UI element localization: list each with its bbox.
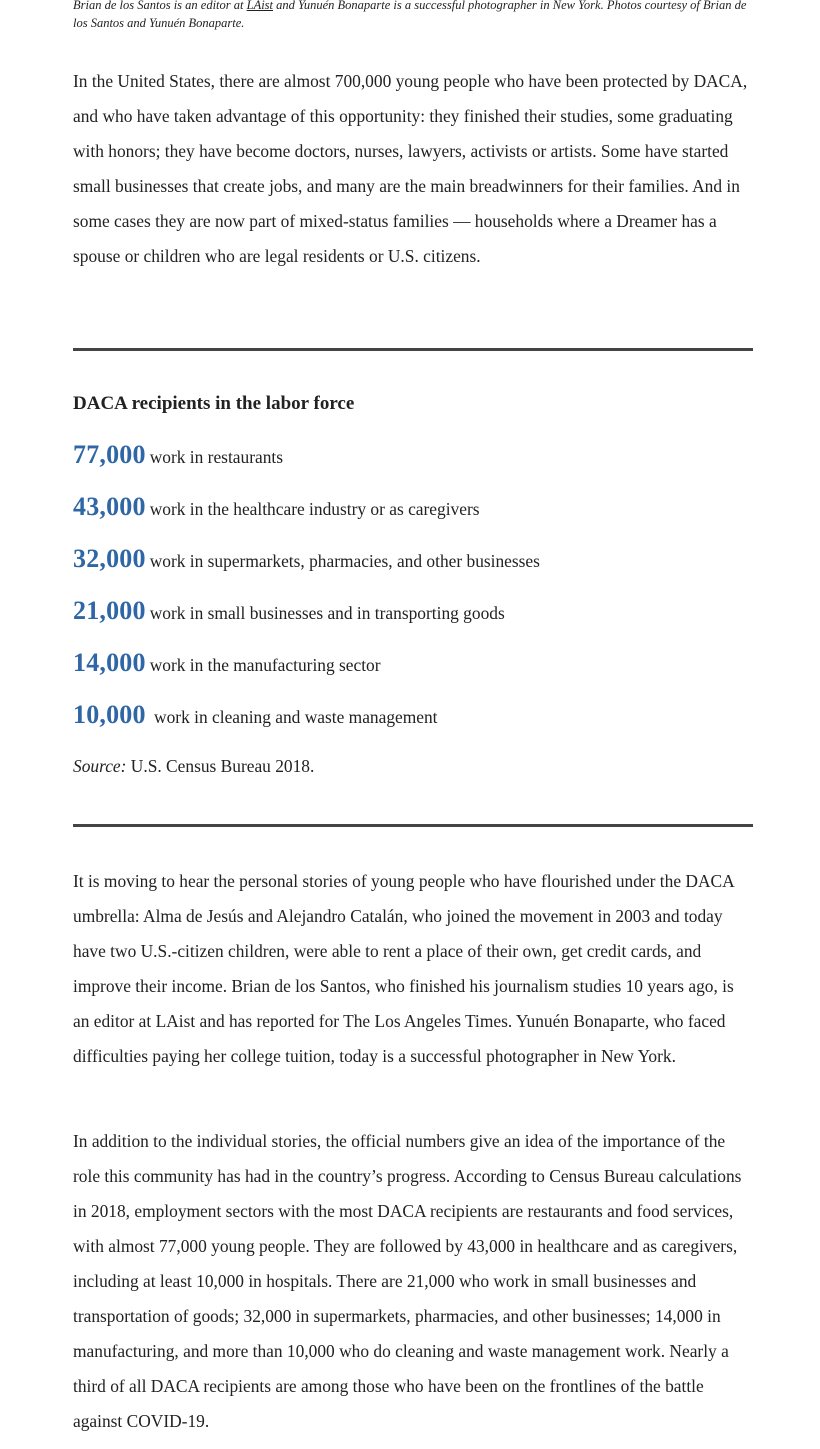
stat-cleaning (73, 700, 438, 734)
intro-paragraph: In the United States, there are almost 700,000 young people who have been protected by DACA, and who have taken advantage of this opportunity: they finished their studies, some graduating with honors; they have become doctors, nurses, lawyers, activists or artists. Some have started small businesses that create jobs, and many are the main breadwinners for their families. And in some cases they are now part of mixed-status families — households where a Dreamer has a spouse or children who are legal residents or U.S. citizens. (73, 71, 748, 266)
stat-restaurants (73, 440, 283, 474)
top-divider (73, 348, 753, 351)
stat-label: work in restaurants (149, 447, 283, 467)
numbers-paragraph: In addition to the individual stories, the official numbers give an idea of the importance of the role this community has had in the country’s progress. According to Census Bureau calculations in 2018, employment sectors with the most DACA recipients are restaurants and food services, with almost 77,000 young people. They are followed by 43,000 in healthcare and as caregivers, including at least 10,000 in hospitals. There are 21,000 who work in small businesses and transportation of goods; 32,000 in supermarkets, pharmacies, and other businesses; 14,000 in manufacturing, and more than 10,000 who do cleaning and waste management work. Nearly a third of all DACA recipients are among those who have been on the frontlines of the battle against COVID-19. (73, 1131, 742, 1431)
stat-label: work in the manufacturing sector (149, 655, 381, 675)
caption-text-after: and Yunuén Bonaparte is a successful photographer in New York. Photos courtesy of Brian de los Santos and Yunuén Bonaparte. (73, 0, 747, 30)
stat-number: 14,000 (73, 648, 146, 677)
stat-label: work in supermarkets, pharmacies, and other businesses (149, 551, 540, 571)
caption-text-before: Brian de los Santos is an editor at (73, 0, 247, 12)
stat-number: 77,000 (73, 440, 146, 469)
stories-paragraph: It is moving to hear the personal stories of young people who have flourished under the DACA umbrella: Alma de Jesús and Alejandro Catalán, who joined the movement in 2003 and today have two U.S.-citizen children, were able to rent a place of their own, get credit cards, and improve their income. Brian de los Santos, who finished his journalism studies 10 years ago, is an editor at LAist and has reported for The Los Angeles Times. Yunuén Bonaparte, who faced difficulties paying her college tuition, today is a successful photographer in New York. (73, 871, 734, 1066)
stat-manufacturing (73, 648, 381, 682)
stat-label: work in small businesses and in transporting goods (149, 603, 505, 623)
photo-caption (73, 0, 753, 32)
stat-number: 21,000 (73, 596, 146, 625)
source-label: Source: (73, 756, 127, 776)
laist-link[interactable]: LAist (246, 0, 274, 12)
stat-small-businesses (73, 596, 505, 630)
source-text: U.S. Census Bureau 2018. (126, 756, 315, 776)
bottom-divider (73, 824, 753, 827)
stat-number: 32,000 (73, 544, 146, 573)
stat-label: work in cleaning and waste management (149, 707, 438, 727)
stat-number: 43,000 (73, 492, 146, 521)
stat-label: work in the healthcare industry or as caregivers (149, 499, 480, 519)
stats-box-title: DACA recipients in the labor force (73, 393, 355, 414)
stat-number: 10,000 (73, 700, 146, 729)
stat-healthcare (73, 492, 480, 526)
stats-source (73, 756, 314, 777)
stat-supermarkets (73, 544, 540, 578)
